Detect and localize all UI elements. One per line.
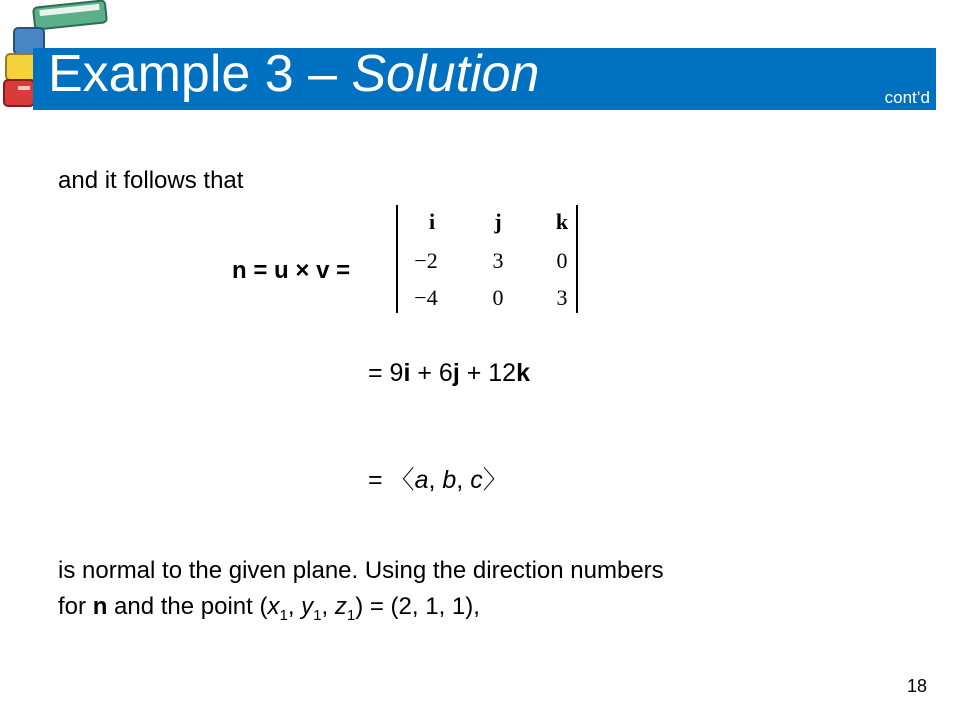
equals-sign: = <box>246 257 275 284</box>
comma: , <box>456 466 471 494</box>
coefficient: 9 <box>389 359 404 387</box>
component-a: a <box>414 466 429 494</box>
text: , <box>287 593 302 620</box>
page-number: 18 <box>906 676 927 696</box>
coefficient: + 12 <box>459 359 517 387</box>
left-angle-bracket: 〈 <box>389 466 415 494</box>
det-cell: 3 <box>556 285 568 310</box>
text: ) = (2, 1, 1), <box>355 593 480 620</box>
text: and the point ( <box>107 593 268 620</box>
times-sign: × <box>288 257 317 284</box>
det-cell: 0 <box>492 285 504 310</box>
text: , <box>321 593 335 620</box>
det-cell: −2 <box>414 248 438 273</box>
equals-sign: = <box>368 466 390 494</box>
det-cell: 0 <box>556 248 568 273</box>
det-cell: i <box>428 209 436 234</box>
component-c: c <box>470 466 483 494</box>
unit-vector-j: j <box>452 359 460 387</box>
coefficient: + 6 <box>410 359 453 387</box>
det-cell: j <box>494 209 502 234</box>
vector-u: u <box>274 257 289 284</box>
vector-v: v <box>316 257 330 284</box>
paragraph-line-2 <box>58 589 918 634</box>
det-cell: −4 <box>414 285 438 310</box>
right-angle-bracket: 〉 <box>482 466 508 494</box>
subscript: 1 <box>346 606 356 624</box>
comma: , <box>428 466 443 494</box>
vector-n: n <box>232 257 247 284</box>
unit-vector-i: i <box>403 359 411 387</box>
var-y: y <box>301 593 314 620</box>
subscript: 1 <box>279 606 288 624</box>
det-cell: k <box>555 209 569 234</box>
var-x: x <box>267 593 280 620</box>
result-vector-form <box>368 460 508 496</box>
vector-n: n <box>92 593 108 620</box>
intro-text: and it follows that <box>58 167 244 194</box>
unit-vector-k: k <box>516 359 530 387</box>
equals-sign: = <box>329 257 351 284</box>
continued-label: cont’d <box>884 88 930 107</box>
determinant <box>396 205 580 313</box>
title-italic-text: Solution <box>351 45 540 103</box>
component-b: b <box>442 466 457 494</box>
text: for <box>58 593 93 620</box>
cross-product-lhs <box>232 257 350 285</box>
paragraph-line-1: is normal to the given plane. Using the direction numbers <box>58 557 664 584</box>
var-z: z <box>334 593 347 620</box>
conclusion-paragraph <box>58 553 918 634</box>
slide-title <box>48 44 539 104</box>
title-text: Example 3 – <box>48 45 352 103</box>
det-cell: 3 <box>492 248 504 273</box>
determinant-left-bar <box>396 205 398 313</box>
subscript: 1 <box>313 606 322 624</box>
equals-sign: = <box>368 359 390 387</box>
result-components <box>368 359 530 388</box>
